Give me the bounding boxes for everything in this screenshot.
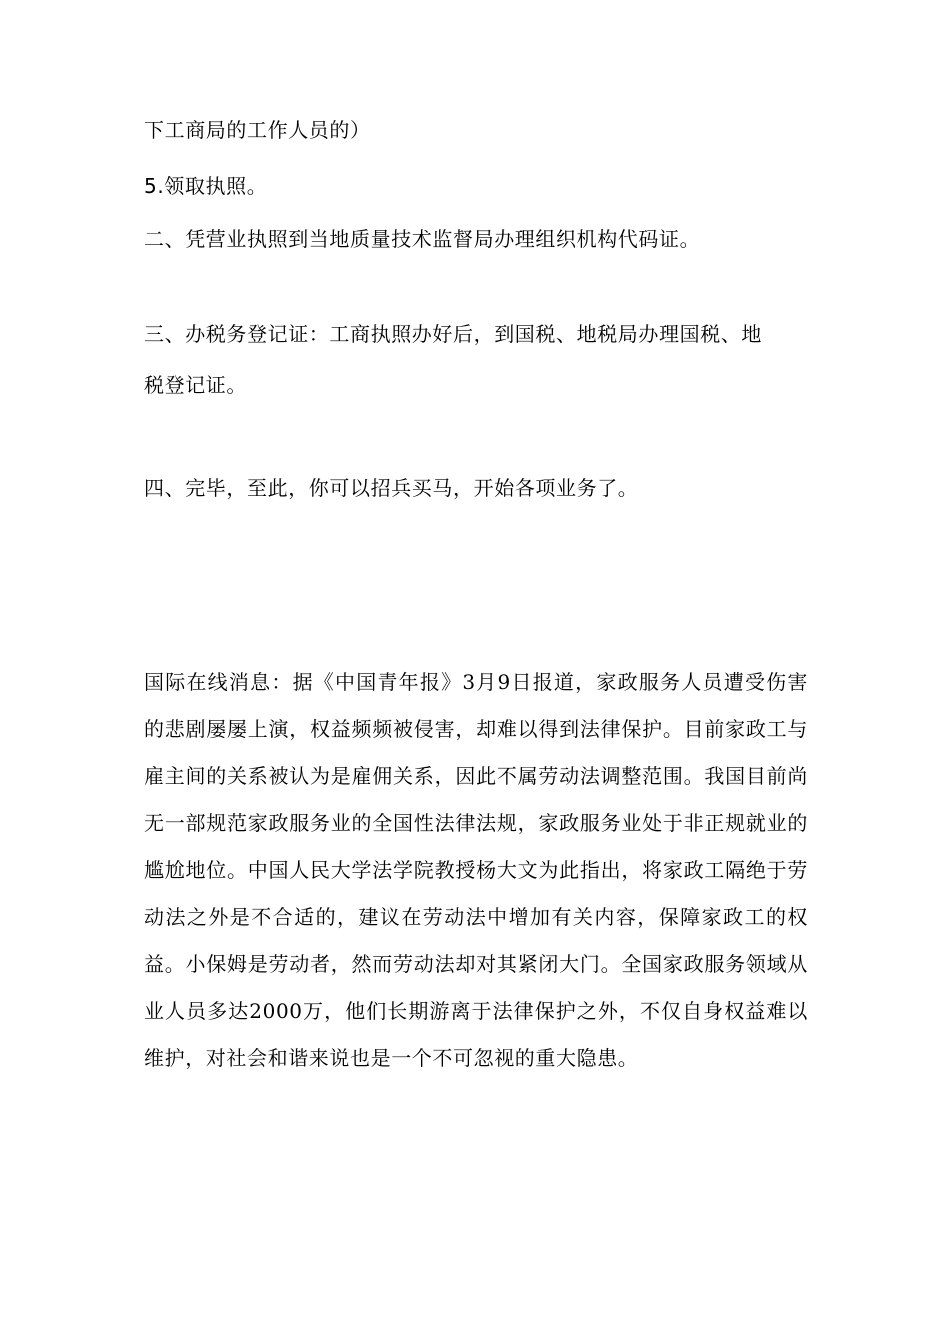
step-text: 领取执照。 — [164, 174, 268, 198]
text-line-3: 二、凭营业执照到当地质量技术监督局办理组织机构代码证。 — [144, 227, 701, 251]
text-line-5: 税登记证。 — [144, 373, 247, 397]
text-line-6: 四、完毕，至此，你可以招兵买马，开始各项业务了。 — [144, 476, 639, 500]
text-line-4: 三、办税务登记证：工商执照办好后，到国税、地税局办理国税、地 — [144, 322, 762, 346]
text-line-2 — [144, 172, 267, 200]
step-number: 5. — [144, 174, 165, 198]
text-line-1: 下工商局的工作人员的） — [144, 118, 371, 142]
news-paragraph: 国际在线消息：据《中国青年报》3月9日报道，家政服务人员遭受伤害的悲剧屡屡上演，权益频频被侵害，却难以得到法律保护。目前家政工与雇主间的关系被认为是雇佣关系，因此不属劳动法调整范围。我国目前尚无一部规范家政服务业的全国性法律法规，家政服务业处于非正规就业的尴尬地位。中国人民大学法学院教授杨大文为此指出，将家政工隔绝于劳动法之外是不合适的，建议在劳动法中增加有关内容，保障家政工的权益。小保姆是劳动者，然而劳动法却对其紧闭大门。全国家政服务领域从业人员多达2000万，他们长期游离于法律保护之外，不仅自身权益难以维护，对社会和谐来说也是一个不可忽视的重大隐患。 — [144, 670, 808, 1070]
